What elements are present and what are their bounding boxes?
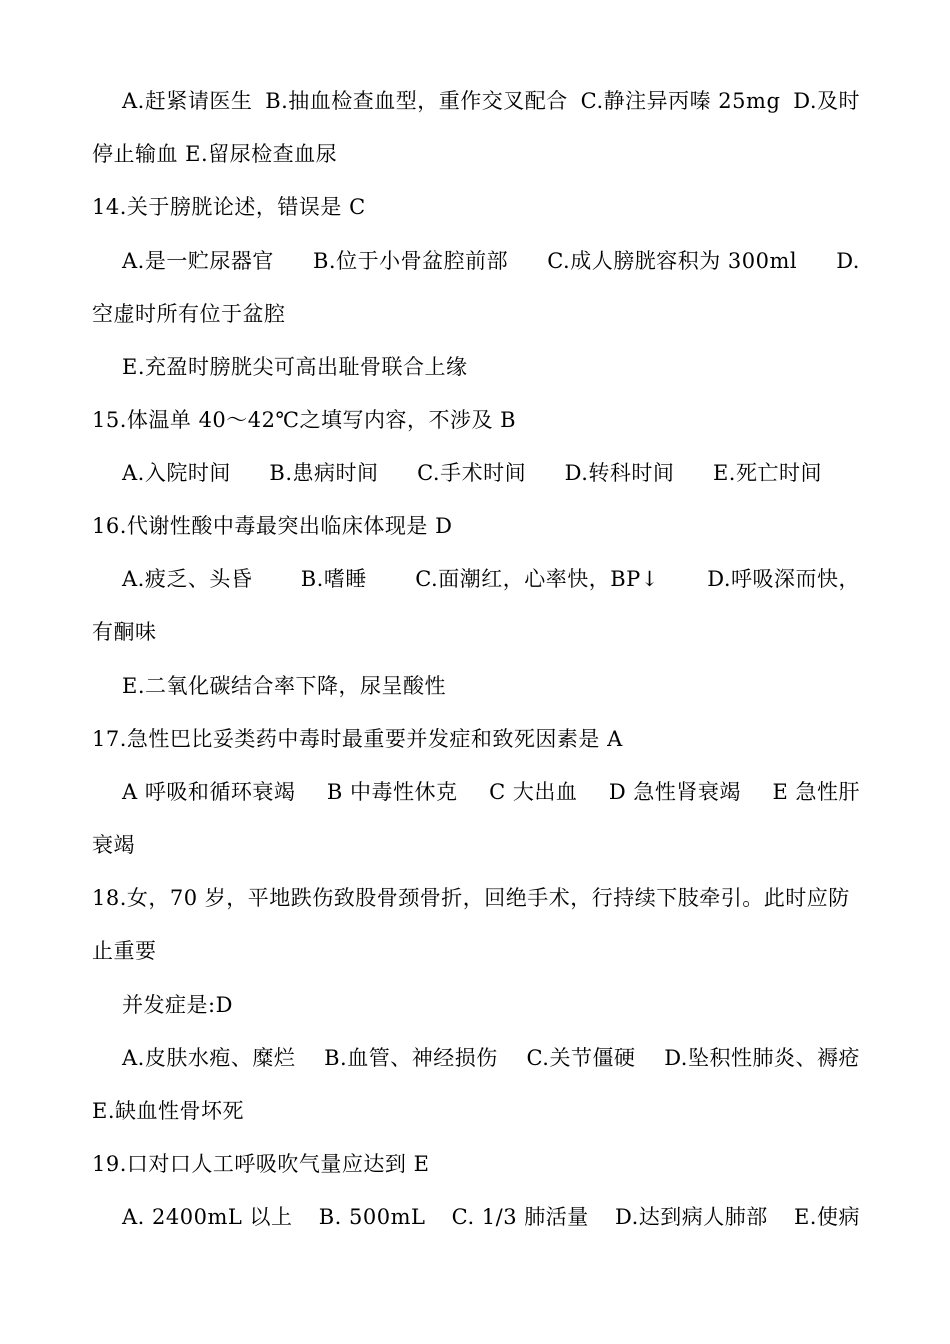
q15-options-line-1 [122, 458, 822, 488]
q18-options-line-1 [122, 1043, 860, 1073]
q14-options-line-3: E.充盈时膀胱尖可高出耻骨联合上缘 [122, 355, 468, 379]
q15-option-b: B.患病时间 [269, 461, 379, 485]
q17-option-d: D 急性肾衰竭 [608, 780, 741, 804]
q19-option-a: A. 2400mL 以上 [122, 1205, 293, 1229]
q18-options-line-2: E.缺血性骨坏死 [92, 1099, 245, 1123]
q19-option-b: B. 500mL [318, 1205, 426, 1229]
q17-option-e: E 急性肝 [772, 780, 860, 804]
q15-stem: 15.体温单 40～42℃之填写内容，不涉及 B [92, 408, 517, 432]
q18-stem-line-2: 止重要 [92, 939, 157, 963]
q13-option-b: B.抽血检查血型，重作交叉配合 [265, 89, 568, 113]
q19-option-e: E.使病 [793, 1205, 860, 1229]
q16-options-line-2: 有酮味 [92, 620, 157, 644]
q15-option-d: D.转科时间 [564, 461, 675, 485]
q18-option-d: D.坠积性肺炎、褥疮 [664, 1046, 860, 1070]
q17-stem: 17.急性巴比妥类药中毒时最重要并发症和致死因素是 A [92, 727, 623, 751]
q18-option-c: C.关节僵硬 [526, 1046, 636, 1070]
q17-option-c: C 大出血 [489, 780, 578, 804]
q16-options-line-3: E.二氧化碳结合率下降，尿呈酸性 [122, 674, 447, 698]
q19-options-line-1 [122, 1202, 860, 1232]
q13-option-c: C.静注异丙嗪 25mg [580, 89, 781, 113]
q16-options-line-1 [122, 564, 860, 594]
q16-option-a: A.疲乏、头昏 [122, 567, 253, 591]
q14-option-d: D. [836, 249, 860, 273]
q13-options-line-2: 停止输血 E.留尿检查血尿 [92, 142, 338, 166]
q15-option-a: A.入院时间 [122, 461, 231, 485]
q16-option-b: B.嗜睡 [300, 567, 367, 591]
q18-stem-line-1: 18.女，70 岁，平地跌伤致股骨颈骨折，回绝手术，行持续下肢牵引。此时应防 [92, 886, 850, 910]
q14-option-a: A.是一贮尿器官 [122, 249, 274, 273]
q14-options-line-1 [122, 246, 860, 276]
q18-option-b: B.血管、神经损伤 [324, 1046, 498, 1070]
q15-option-e: E.死亡时间 [712, 461, 822, 485]
q16-stem: 16.代谢性酸中毒最突出临床体现是 D [92, 514, 453, 538]
q17-options-line-2: 衰竭 [92, 833, 135, 857]
q16-option-d: D.呼吸深而快， [707, 567, 860, 591]
q17-option-b: B 中毒性休克 [326, 780, 458, 804]
q13-option-a: A.赶紧请医生 [122, 89, 253, 113]
q18-stem-line-3: 并发症是:D [122, 993, 233, 1017]
q16-option-c: C.面潮红，心率快，BP↓ [415, 567, 659, 591]
q14-stem: 14.关于膀胱论述，错误是 C [92, 195, 366, 219]
q14-option-b: B.位于小骨盆腔前部 [312, 249, 509, 273]
q15-option-c: C.手术时间 [417, 461, 527, 485]
q13-option-d: D.及时 [793, 89, 860, 113]
q14-options-line-2: 空虚时所有位于盆腔 [92, 302, 286, 326]
q17-options-line-1 [122, 777, 860, 807]
q17-option-a: A 呼吸和循环衰竭 [122, 780, 296, 804]
q14-option-c: C.成人膀胱容积为 300ml [547, 249, 798, 273]
q19-option-c: C. 1/3 肺活量 [451, 1205, 589, 1229]
q19-stem: 19.口对口人工呼吸吹气量应达到 E [92, 1152, 430, 1176]
q18-option-a: A.皮肤水疱、糜烂 [122, 1046, 296, 1070]
q13-options-line-1 [122, 86, 860, 116]
q19-option-d: D.达到病人肺部 [615, 1205, 768, 1229]
